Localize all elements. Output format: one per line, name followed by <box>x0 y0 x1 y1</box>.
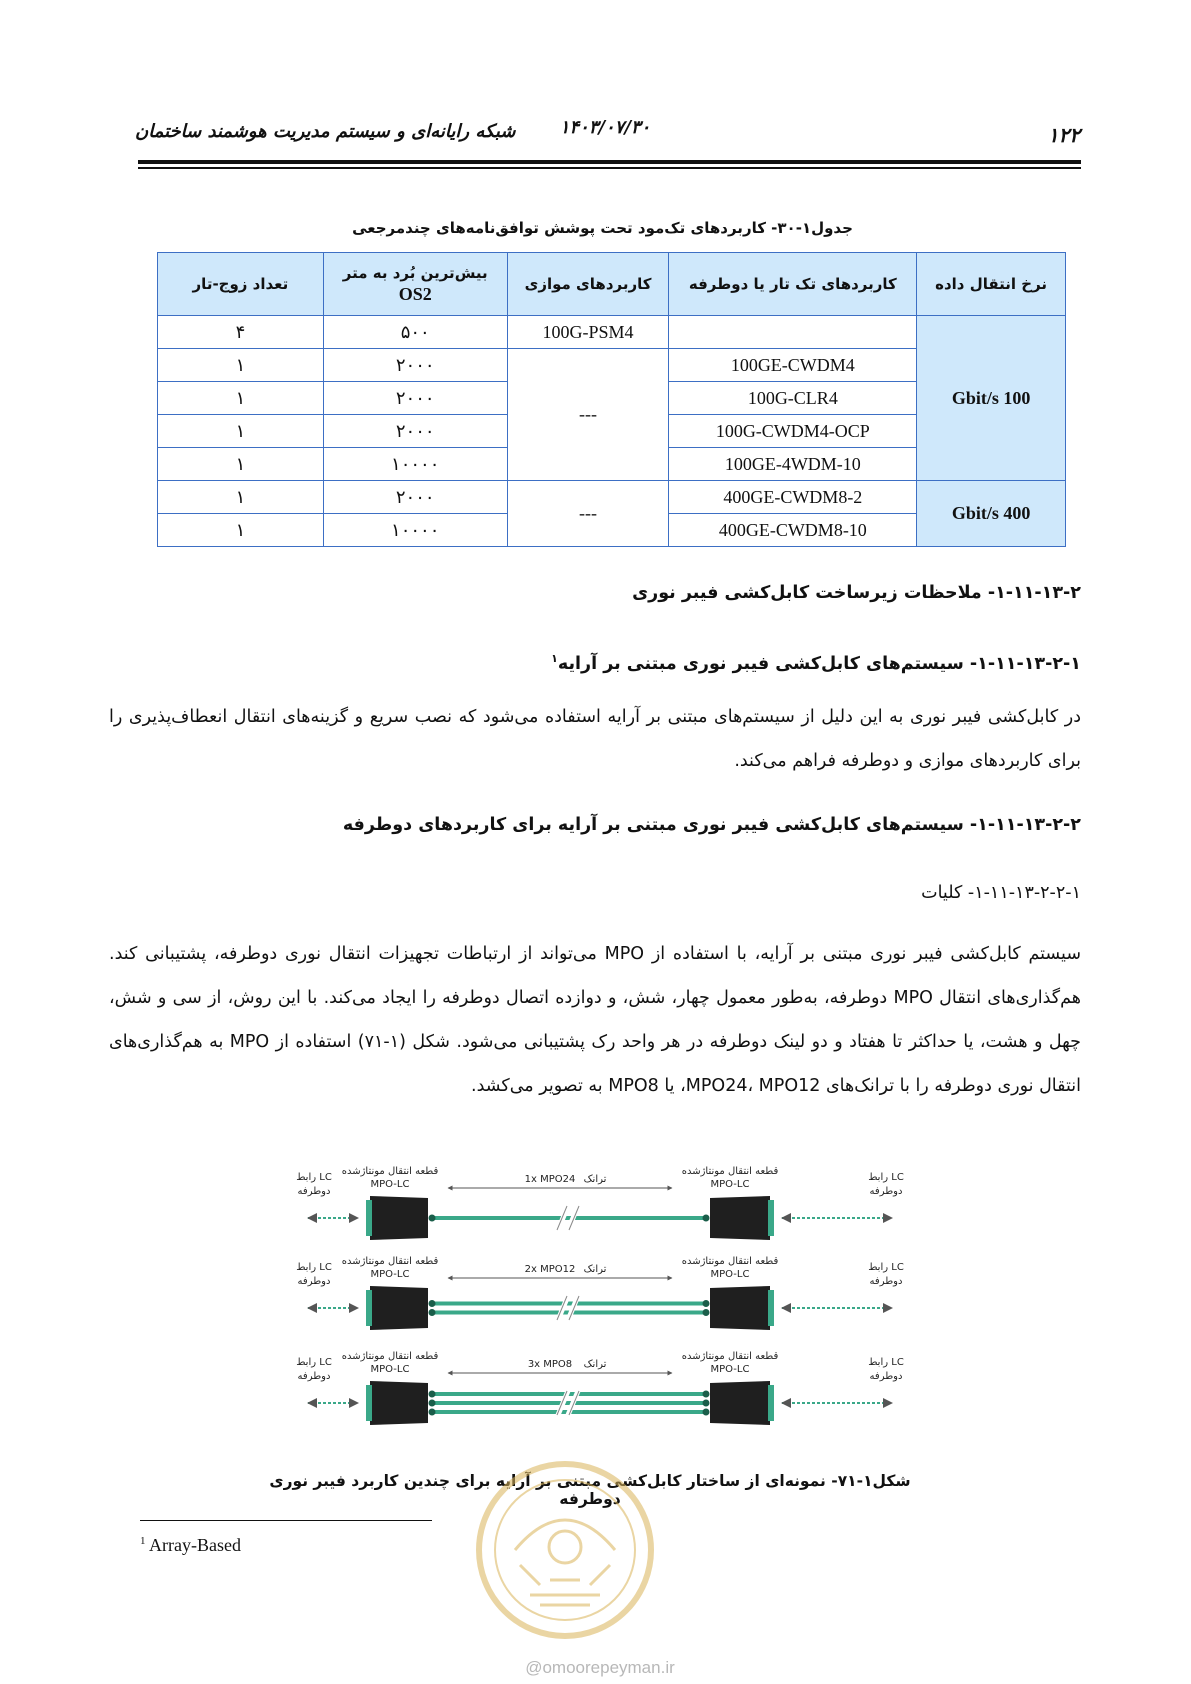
paragraph: سیستم کابل‌کشی فیبر نوری مبتنی بر آرایه، با استفاده از MPO می‌تواند از ارتباطات تجهیزات انتقال نوری دوطرفه، پشتیبانی کند. هم‌گذاری‌های انتقال MPO دوطرفه، به‌طور معمول چهار، شش، و دوازده اتصال دوطرفه را ایجاد می‌کند. با این روش، از سی و شش، چهل و هشت، یا حداکثر تا هفتاد و دو لینک دوطرفه در هر واحد رک پشتیبانی می‌شود. شکل (۱-۷۱) استفاده از MPO به هم‌گذاری‌های انتقال نوری دوطرفه را با ترانک‌های MPO24، MPO12، یا MPO8 به تصویر می‌کشد. <box>109 944 1082 1096</box>
footnote-ref: ۱ <box>551 652 558 665</box>
header-rate: نرخ انتقال داده <box>917 253 1066 316</box>
cassette-label: قطعه انتقال مونتاژشده <box>341 1256 439 1267</box>
header-reach: بیش‌ترین بُرد به متر OS2 <box>323 253 507 316</box>
page-number: ۱۲۲ <box>1047 123 1080 147</box>
mpo-connector <box>703 1309 710 1316</box>
running-header-date: ۱۴۰۳/۰۷/۳۰ <box>559 117 651 138</box>
reach-cell: ۱۰۰۰۰ <box>323 448 507 481</box>
applications-table <box>157 252 1066 547</box>
cassette-label: قطعه انتقال مونتاژشده <box>681 1351 779 1362</box>
paragraph: در کابل‌کشی فیبر نوری به این دلیل از سیستم‌های مبتنی بر آرایه استفاده می‌شود که نصب سریع و گزینه‌های انتقال انعطاف‌پذیری را برای کاربردهای موازی و دوطرفه فراهم می‌کند. <box>109 707 1081 771</box>
lc-label: دوطرفه <box>297 1186 331 1197</box>
pairs-cell: ۱ <box>158 382 324 415</box>
cassette-label: MPO-LC <box>710 1179 750 1190</box>
cassette-ports <box>768 1200 774 1236</box>
pairs-cell: ۴ <box>158 316 324 349</box>
lc-label: رابط LC <box>296 1262 332 1273</box>
lc-label: دوطرفه <box>297 1371 331 1382</box>
cassette-label: قطعه انتقال مونتاژشده <box>341 1351 439 1362</box>
single-cell: 400GE-CWDM8-10 <box>669 514 917 547</box>
trunk-label: 2x MPO12 <box>524 1264 576 1275</box>
cassette-right-icon <box>710 1286 770 1330</box>
mpo-connector <box>703 1409 710 1416</box>
reach-cell: ۵۰۰ <box>323 316 507 349</box>
cable-break-mark <box>558 1296 568 1320</box>
reach-cell: ۲۰۰۰ <box>323 415 507 448</box>
rate-cell-100: 100 Gbit/s <box>917 316 1066 481</box>
array-cabling-figure <box>296 1166 904 1442</box>
lc-label: رابط LC <box>868 1357 904 1368</box>
header-parallel: کاربردهای موازی <box>507 253 669 316</box>
cassette-ports <box>366 1385 372 1421</box>
single-cell: 400GE-CWDM8-2 <box>669 481 917 514</box>
trunk-word: ترانک <box>583 1174 607 1185</box>
mpo-connector <box>703 1391 710 1398</box>
reach-cell: ۲۰۰۰ <box>323 382 507 415</box>
pairs-cell: ۱ <box>158 448 324 481</box>
mpo-connector <box>429 1400 436 1407</box>
cassette-ports <box>366 1200 372 1236</box>
cassette-right-icon <box>710 1196 770 1240</box>
cassette-left-icon <box>370 1286 428 1330</box>
single-cell: 100G-CWDM4-OCP <box>669 415 917 448</box>
mpo-connector <box>429 1391 436 1398</box>
cassette-label: MPO-LC <box>370 1179 410 1190</box>
mpo-connector <box>429 1409 436 1416</box>
pairs-cell: ۱ <box>158 415 324 448</box>
single-cell: 100G-CLR4 <box>669 382 917 415</box>
single-cell: 100GE-CWDM4 <box>669 349 917 382</box>
lc-label: رابط LC <box>296 1357 332 1368</box>
reach-cell: ۲۰۰۰ <box>323 349 507 382</box>
reach-cell: ۱۰۰۰۰ <box>323 514 507 547</box>
table-caption: جدول۱-۳۰- کاربردهای تک‌مود تحت پوشش توافق‌نامه‌های چندمرجعی <box>352 219 853 237</box>
table-row <box>158 316 1066 349</box>
lc-label: دوطرفه <box>297 1276 331 1287</box>
figure-caption: شکل۱-۷۱- نمونه‌ای از ساختار کابل‌کشی مبتنی بر آرایه برای چندین کاربرد فیبر نوری دوطرفه <box>269 1472 911 1508</box>
reach-cell: ۲۰۰۰ <box>323 481 507 514</box>
parallel-cell: --- <box>507 481 669 547</box>
header-pairs: تعداد زوج-تار <box>158 253 324 316</box>
lc-label: رابط LC <box>296 1172 332 1183</box>
trunk-label: 1x MPO24 <box>524 1174 576 1185</box>
header-single: کاربردهای تک تار یا دوطرفه <box>669 253 917 316</box>
cassette-label: MPO-LC <box>710 1364 750 1375</box>
cassette-label: MPO-LC <box>370 1269 410 1280</box>
section-heading: ۱-۱۱-۱۳-۲-۱- سیستم‌های کابل‌کشی فیبر نوری مبتنی بر آرایه$^۱$ <box>551 652 1081 674</box>
trunk-word: ترانک <box>583 1264 607 1275</box>
parallel-cell: 100G-PSM4 <box>507 316 669 349</box>
pairs-cell: ۱ <box>158 349 324 382</box>
lc-label: دوطرفه <box>869 1276 903 1287</box>
subsection-title: ۱-۱۱-۱۳-۲-۲-۱- کلیات <box>921 883 1081 903</box>
cassette-ports <box>768 1385 774 1421</box>
section-heading: ۱-۱۱-۱۳-۲-۲- سیستم‌های کابل‌کشی فیبر نوری مبتنی بر آرایه برای کاربردهای دوطرفه <box>342 815 1081 835</box>
pairs-cell: ۱ <box>158 481 324 514</box>
cassette-label: قطعه انتقال مونتاژشده <box>681 1256 779 1267</box>
lc-label: رابط LC <box>868 1172 904 1183</box>
cassette-label: MPO-LC <box>710 1269 750 1280</box>
cassette-label: MPO-LC <box>370 1364 410 1375</box>
mpo-connector <box>429 1215 436 1222</box>
mpo-connector <box>703 1215 710 1222</box>
rate-cell-400: 400 Gbit/s <box>917 481 1066 547</box>
lc-label: رابط LC <box>868 1262 904 1273</box>
mpo-connector <box>703 1300 710 1307</box>
watermark-text: @omoorepeyman.ir <box>525 1658 675 1677</box>
cable-break-mark <box>568 1296 578 1320</box>
mpo-connector <box>429 1309 436 1316</box>
cassette-label: قطعه انتقال مونتاژشده <box>681 1166 779 1177</box>
footnote: $^1$ Array-Based <box>140 1535 241 1555</box>
single-cell: 100GE-4WDM-10 <box>669 448 917 481</box>
mpo-connector <box>429 1300 436 1307</box>
single-cell <box>669 316 917 349</box>
section-heading: ۱-۱۱-۱۳-۲- ملاحظات زیرساخت کابل‌کشی فیبر نوری <box>632 583 1081 603</box>
lc-label: دوطرفه <box>869 1186 903 1197</box>
seal-stamp-icon <box>470 1455 660 1645</box>
header-rule-thin <box>138 167 1081 169</box>
trunk-label: 3x MPO8 <box>527 1359 573 1370</box>
lc-label: دوطرفه <box>869 1371 903 1382</box>
cassette-ports <box>366 1290 372 1326</box>
cassette-label: قطعه انتقال مونتاژشده <box>341 1166 439 1177</box>
table-header-row <box>158 253 1066 316</box>
table-row <box>158 481 1066 514</box>
cassette-left-icon <box>370 1196 428 1240</box>
header-rule-thick <box>138 160 1081 164</box>
cassette-ports <box>768 1290 774 1326</box>
mpo-connector <box>703 1400 710 1407</box>
running-header-title: شبکه رایانه‌ای و سیستم مدیریت هوشمند ساختمان <box>135 121 516 142</box>
parallel-cell: --- <box>507 349 669 481</box>
cassette-right-icon <box>710 1381 770 1425</box>
trunk-word: ترانک <box>583 1359 607 1370</box>
footnote-rule <box>140 1520 432 1521</box>
pairs-cell: ۱ <box>158 514 324 547</box>
cassette-left-icon <box>370 1381 428 1425</box>
